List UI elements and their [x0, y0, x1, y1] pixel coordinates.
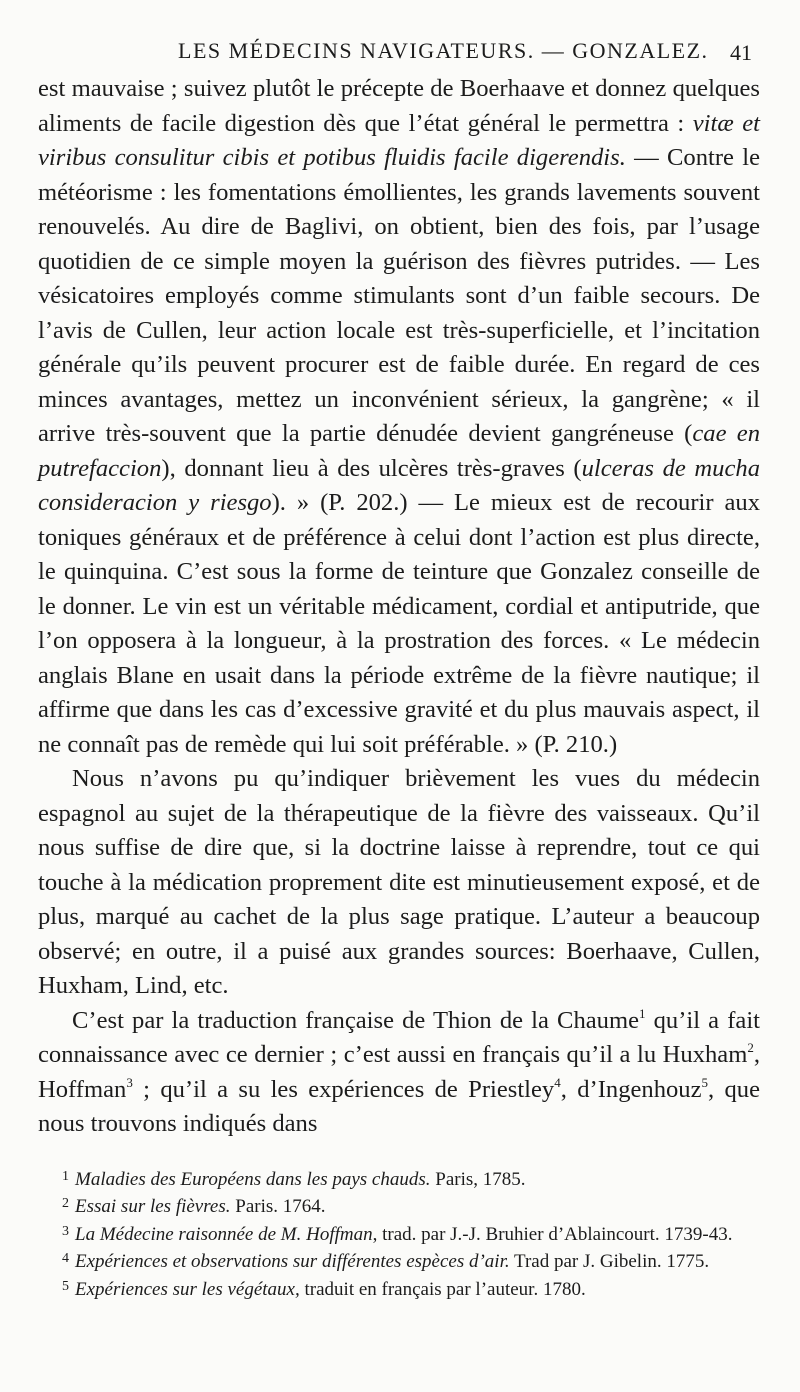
- running-title: LES MÉDECINS NAVIGATEURS. — GONZALEZ.: [178, 38, 709, 63]
- text-run: , Hoffman: [38, 1041, 760, 1103]
- text-run: , d’Ingenhouz: [560, 1075, 702, 1103]
- footnote-title: Essai sur les fièvres.: [75, 1196, 231, 1217]
- footnote-title: Expériences et observations sur différentes espèces d’air.: [75, 1251, 510, 1272]
- spanish-quote: cae en putrefaccion: [38, 420, 760, 482]
- footnote-text: Paris, 1785.: [430, 1168, 526, 1190]
- footnote-ref: 5: [701, 1074, 709, 1090]
- footnote-number: 1: [62, 1168, 69, 1184]
- text-run: ; qu’il a su les expériences de Priestley: [132, 1075, 555, 1103]
- body-text: [38, 72, 760, 1142]
- footnote-ref: 4: [554, 1074, 561, 1090]
- footnote: [38, 1165, 760, 1193]
- footnote-title: La Médecine raisonnée de M. Hoffman: [75, 1223, 373, 1245]
- footnote: [38, 1275, 760, 1303]
- footnote-number: 2: [62, 1196, 69, 1211]
- footnote-title: Maladies des Européens dans les pays chauds.: [75, 1168, 431, 1190]
- paragraph-2: Nous n’avons pu qu’indiquer brièvement les vues du médecin espagnol au sujet de la thérapeutique de la fièvre des vaisseaux. Qu’il nous suffise de dire que, si la doctrine laisse à reprendre, tout ce qui touche à la médication proprement dite est minutieusement exposé, et de plus, marqué au cachet de la plus sage pratique. L’auteur a beaucoup observé; en outre, il a puisé aux grandes sources: Boerhaave, Cullen, Huxham, Lind, etc.: [38, 765, 760, 999]
- text-run: ), donnant lieu à des ulcères très-graves (: [161, 454, 582, 482]
- footnote-text: traduit en français par l’auteur. 1780.: [299, 1278, 586, 1300]
- page-number: 41: [730, 40, 752, 65]
- text-run: C’est par la traduction française de Thion de la Chaume: [72, 1006, 639, 1034]
- footnote-number: 4: [62, 1251, 69, 1266]
- footnote-ref: 1: [639, 1005, 646, 1021]
- footnote-number: 5: [62, 1278, 69, 1294]
- footnote: [38, 1247, 760, 1275]
- footnote-text: Paris. 1764.: [230, 1196, 326, 1217]
- footnote-text: , trad. par J.-J. Bruhier d’Ablaincourt. 1739-43.: [372, 1223, 733, 1245]
- latin-quote: vitæ et viribus consulitur cibis et potibus fluidis facile digerendis.: [38, 109, 760, 171]
- spanish-quote: ulceras de mucha consideracion y riesgo: [38, 454, 760, 516]
- footnotes: [38, 1165, 760, 1303]
- running-head: [38, 30, 760, 70]
- text-run: — Contre le météorisme : les fomentations émollientes, les grands lavements souvent renouvelés. Au dire de Baglivi, on obtient, bien des fois, par l’usage quotidien de ce simple moyen la guérison des fièvres putrides. — Les vésicatoires employés comme stimulants sont d’un faible secours. De l’avis de Cullen, leur action locale est très-superficielle, et l’incitation générale qu’ils peuvent procurer est de faible durée. En regard de ces minces avantages, mettez un inconvénient sérieux, la gangrène; « il arrive très-souvent que la partie dénudée devient gangréneuse (: [38, 144, 760, 447]
- footnote-text: Trad par J. Gibelin. 1775.: [509, 1251, 710, 1272]
- paragraph-1: [38, 72, 760, 762]
- footnote-ref: 2: [747, 1040, 754, 1055]
- text-run: ). » (P. 202.) — Le mieux est de recourir aux toniques généraux et de préférence à celui dont l’action est plus directe, le quinquina. C’est sous la forme de teinture que Gonzalez conseille de le donner. Le vin est un véritable médicament, cordial et antiputride, que l’on opposera à la longueur, à la prostration des forces. « Le médecin anglais Blane en usait dans la période extrême de la fièvre nautique; il affirme que dans les cas d’excessive gravité et du plus mauvais aspect, il ne connaît pas de remède qui lui soit préférable. » (P. 210.): [38, 489, 760, 758]
- text-run: est mauvaise ; suivez plutôt le précepte de Boerhaave et donnez quelques aliments de facile digestion dès que l’état général le permettra :: [38, 75, 760, 137]
- paragraph-3: [38, 1004, 760, 1142]
- footnote-number: 3: [62, 1223, 69, 1239]
- text-run: , que nous trouvons indiqués dans: [38, 1075, 761, 1137]
- footnote-divider: [38, 1148, 760, 1149]
- footnote-ref: 3: [126, 1074, 133, 1090]
- text-run: qu’il a fait connaissance avec ce dernier ; c’est aussi en français qu’il a lu Huxham: [38, 1006, 760, 1068]
- footnote: [38, 1192, 760, 1220]
- footnote-title: Expériences sur les végétaux,: [75, 1278, 300, 1300]
- footnote: [38, 1220, 760, 1248]
